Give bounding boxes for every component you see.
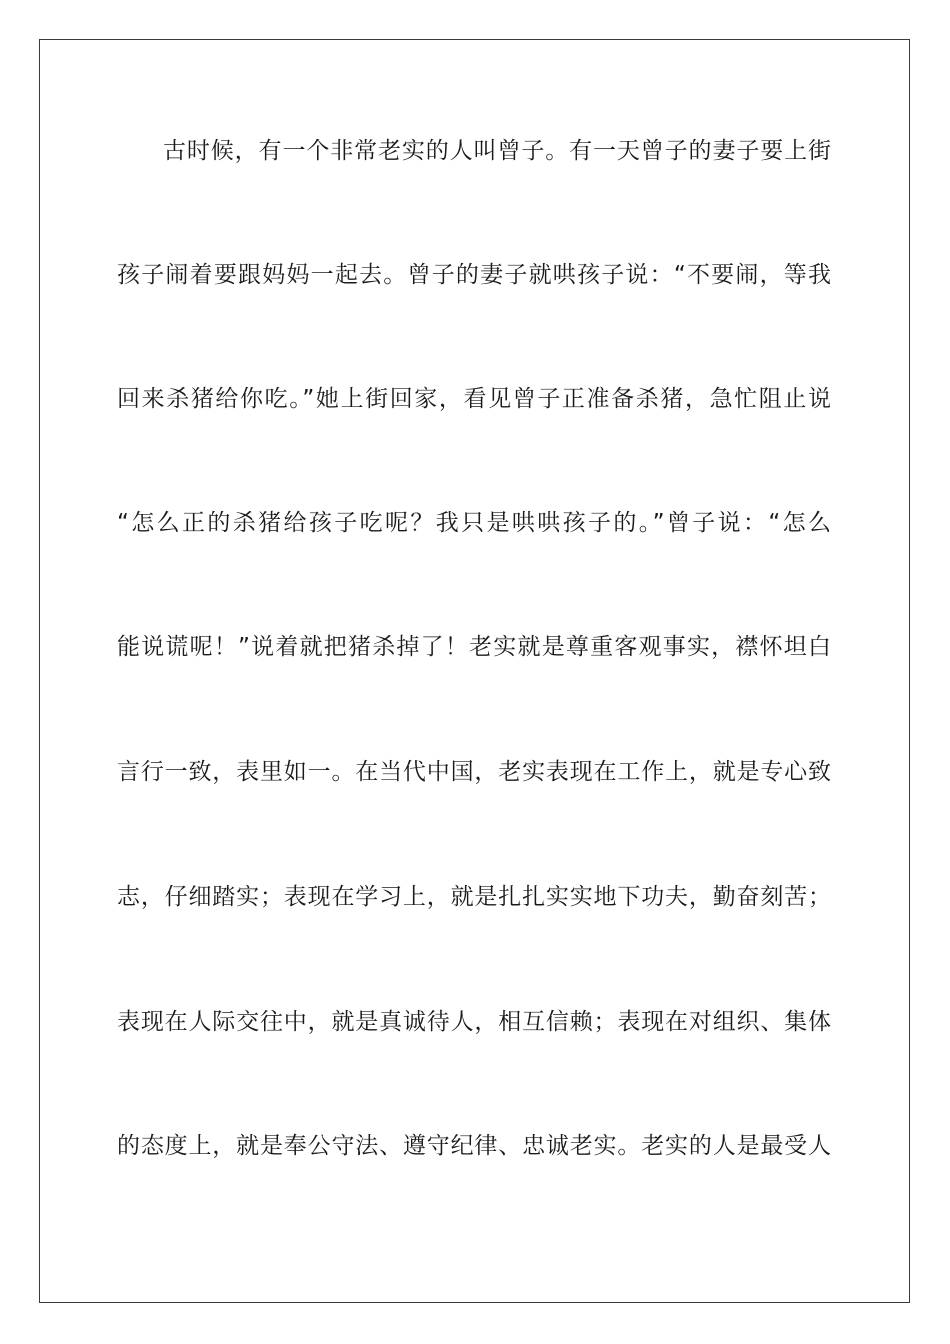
paragraph-line-7: 志，仔细踏实；表现在学习上，就是扎扎实实地下功夫，勤奋刻苦； — [117, 884, 831, 910]
paragraph-line-2: 孩子闹着要跟妈妈一起去。曾子的妻子就哄孩子说：“不要闹，等我 — [117, 262, 831, 288]
paragraph-line-6: 言行一致，表里如一。在当代中国，老实表现在工作上，就是专心致 — [117, 759, 831, 785]
page-border — [39, 39, 910, 1303]
paragraph-line-4: “怎么正的杀猪给孩子吃呢？我只是哄哄孩子的。”曾子说：“怎么 — [117, 510, 831, 536]
paragraph-line-8: 表现在人际交往中，就是真诚待人，相互信赖；表现在对组织、集体 — [117, 1009, 831, 1035]
paragraph-line-1: 古时候，有一个非常老实的人叫曾子。有一天曾子的妻子要上街 — [163, 138, 831, 164]
paragraph-line-5: 能说谎呢！”说着就把猪杀掉了！老实就是尊重客观事实，襟怀坦白 — [117, 634, 831, 660]
paragraph-line-3: 回来杀猪给你吃。”她上街回家，看见曾子正准备杀猪，急忙阻止说 — [117, 386, 831, 412]
paragraph-line-9: 的态度上，就是奉公守法、遵守纪律、忠诚老实。老实的人是最受人 — [117, 1133, 831, 1159]
